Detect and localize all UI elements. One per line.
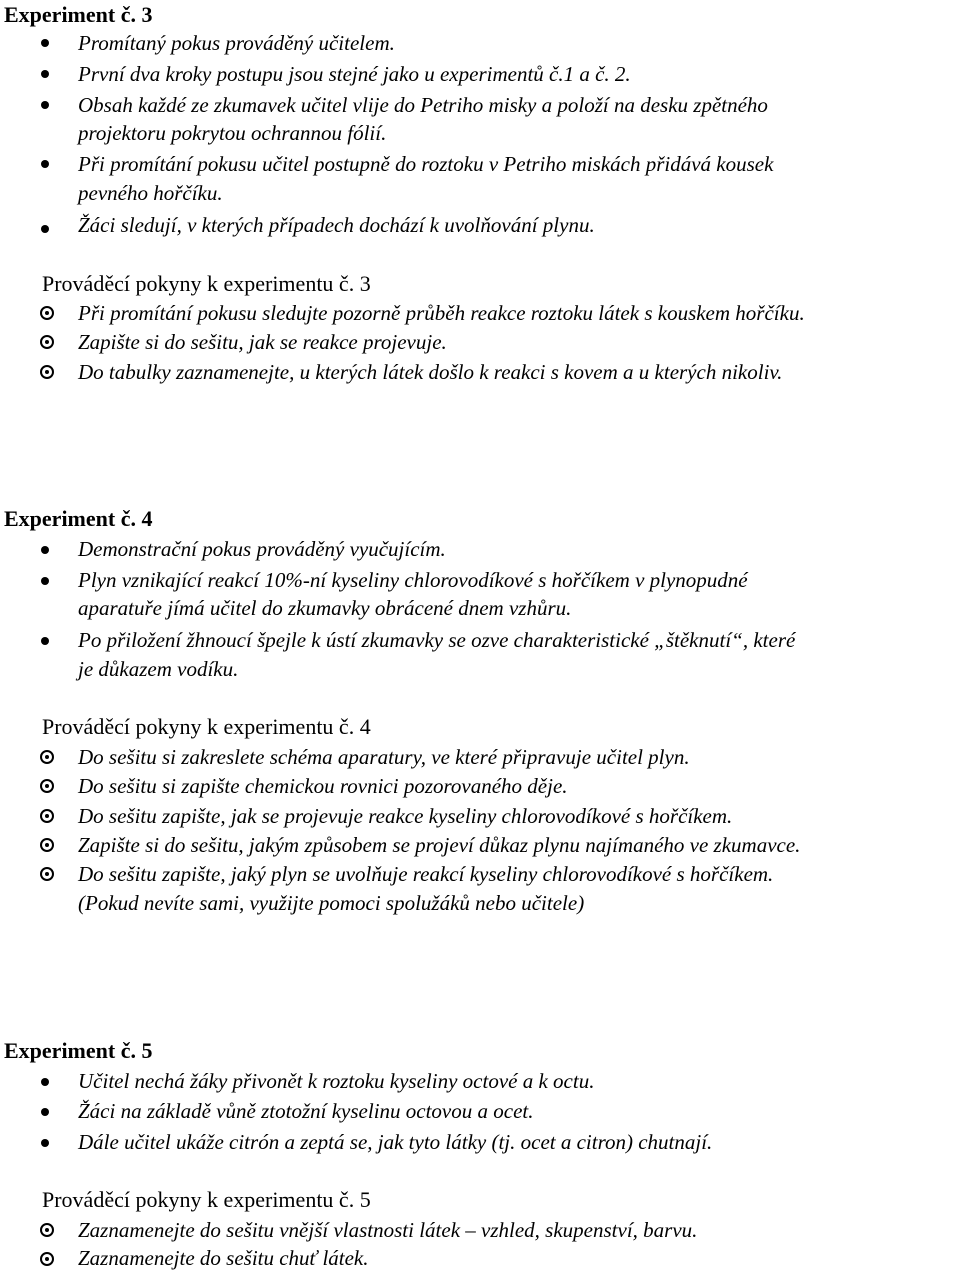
- bullet-icon: [41, 160, 49, 168]
- pokyny-3-heading: Prováděcí pokyny k experimentu č. 3: [42, 271, 371, 296]
- list-item-continuation: aparatuře jímá učitel do zkumavky obrácené dnem vzhůru.: [78, 596, 572, 620]
- list-item: Při promítání pokusu učitel postupně do roztoku v Petriho miskách přidává kousek: [78, 152, 774, 176]
- list-item: Zaznamenejte do sešitu vnější vlastnosti látek – vzhled, skupenství, barvu.: [78, 1218, 698, 1242]
- target-bullet-icon: [40, 306, 54, 320]
- bullet-icon: [41, 577, 49, 585]
- list-item: Do sešitu zapište, jak se projevuje reakce kyseliny chlorovodíkové s hořčíkem.: [78, 804, 733, 828]
- bullet-icon: [41, 101, 49, 109]
- list-item: Demonstrační pokus prováděný vyučujícím.: [78, 537, 446, 561]
- list-item-continuation: (Pokud nevíte sami, využijte pomoci spolužáků nebo učitele): [78, 891, 585, 915]
- target-bullet-icon: [40, 1223, 54, 1237]
- pokyny-4-heading: Prováděcí pokyny k experimentu č. 4: [42, 714, 371, 739]
- list-item: První dva kroky postupu jsou stejné jako u experimentů č.1 a č. 2.: [78, 62, 631, 86]
- target-bullet-icon: [40, 867, 54, 881]
- list-item: Po přiložení žhnoucí špejle k ústí zkumavky se ozve charakteristické „štěknutí“, které: [78, 628, 796, 652]
- list-item: Plyn vznikající reakcí 10%-ní kyseliny chlorovodíkové s hořčíkem v plynopudné: [78, 568, 748, 592]
- target-bullet-icon: [40, 779, 54, 793]
- list-item: Dále učitel ukáže citrón a zeptá se, jak tyto látky (tj. ocet a citron) chutnají.: [78, 1130, 713, 1154]
- target-bullet-icon: [40, 365, 54, 379]
- list-item: Do sešitu si zapište chemickou rovnici pozorovaného děje.: [78, 774, 568, 798]
- experiment-4-heading: Experiment č. 4: [4, 506, 153, 531]
- target-bullet-icon: [40, 750, 54, 764]
- list-item: Do sešitu si zakreslete schéma aparatury, ve které připravuje učitel plyn.: [78, 745, 690, 769]
- bullet-icon: [41, 225, 49, 233]
- bullet-icon: [41, 1078, 49, 1086]
- list-item: Promítaný pokus prováděný učitelem.: [78, 31, 395, 55]
- target-bullet-icon: [40, 335, 54, 349]
- list-item-continuation: projektoru pokrytou ochrannou fólií.: [78, 121, 387, 145]
- list-item: Do sešitu zapište, jaký plyn se uvolňuje reakcí kyseliny chlorovodíkové s hořčíkem.: [78, 862, 774, 886]
- target-bullet-icon: [40, 809, 54, 823]
- bullet-icon: [41, 1108, 49, 1116]
- bullet-icon: [41, 39, 49, 47]
- list-item: Žáci na základě vůně ztotožní kyselinu octovou a ocet.: [78, 1099, 534, 1123]
- target-bullet-icon: [40, 1252, 54, 1266]
- bullet-icon: [41, 637, 49, 645]
- list-item: Zapište si do sešitu, jak se reakce projevuje.: [78, 330, 447, 354]
- list-item: Zapište si do sešitu, jakým způsobem se projeví důkaz plynu najímaného ve zkumavce.: [78, 833, 801, 857]
- list-item: Do tabulky zaznamenejte, u kterých látek došlo k reakci s kovem a u kterých nikoliv.: [78, 360, 783, 384]
- list-item: Zaznamenejte do sešitu chuť látek.: [78, 1246, 369, 1270]
- experiment-3-heading: Experiment č. 3: [4, 2, 153, 27]
- list-item: Při promítání pokusu sledujte pozorně průběh reakce roztoku látek s kouskem hořčíku.: [78, 301, 805, 325]
- list-item: Žáci sledují, v kterých případech dochází k uvolňování plynu.: [78, 213, 595, 237]
- list-item-continuation: pevného hořčíku.: [78, 181, 223, 205]
- experiment-5-heading: Experiment č. 5: [4, 1038, 153, 1063]
- list-item: Obsah každé ze zkumavek učitel vlije do Petriho misky a položí na desku zpětného: [78, 93, 768, 117]
- pokyny-5-heading: Prováděcí pokyny k experimentu č. 5: [42, 1187, 371, 1212]
- target-bullet-icon: [40, 838, 54, 852]
- bullet-icon: [41, 1139, 49, 1147]
- list-item-continuation: je důkazem vodíku.: [78, 657, 239, 681]
- list-item: Učitel nechá žáky přivonět k roztoku kyseliny octové a k octu.: [78, 1069, 595, 1093]
- bullet-icon: [41, 546, 49, 554]
- bullet-icon: [41, 70, 49, 78]
